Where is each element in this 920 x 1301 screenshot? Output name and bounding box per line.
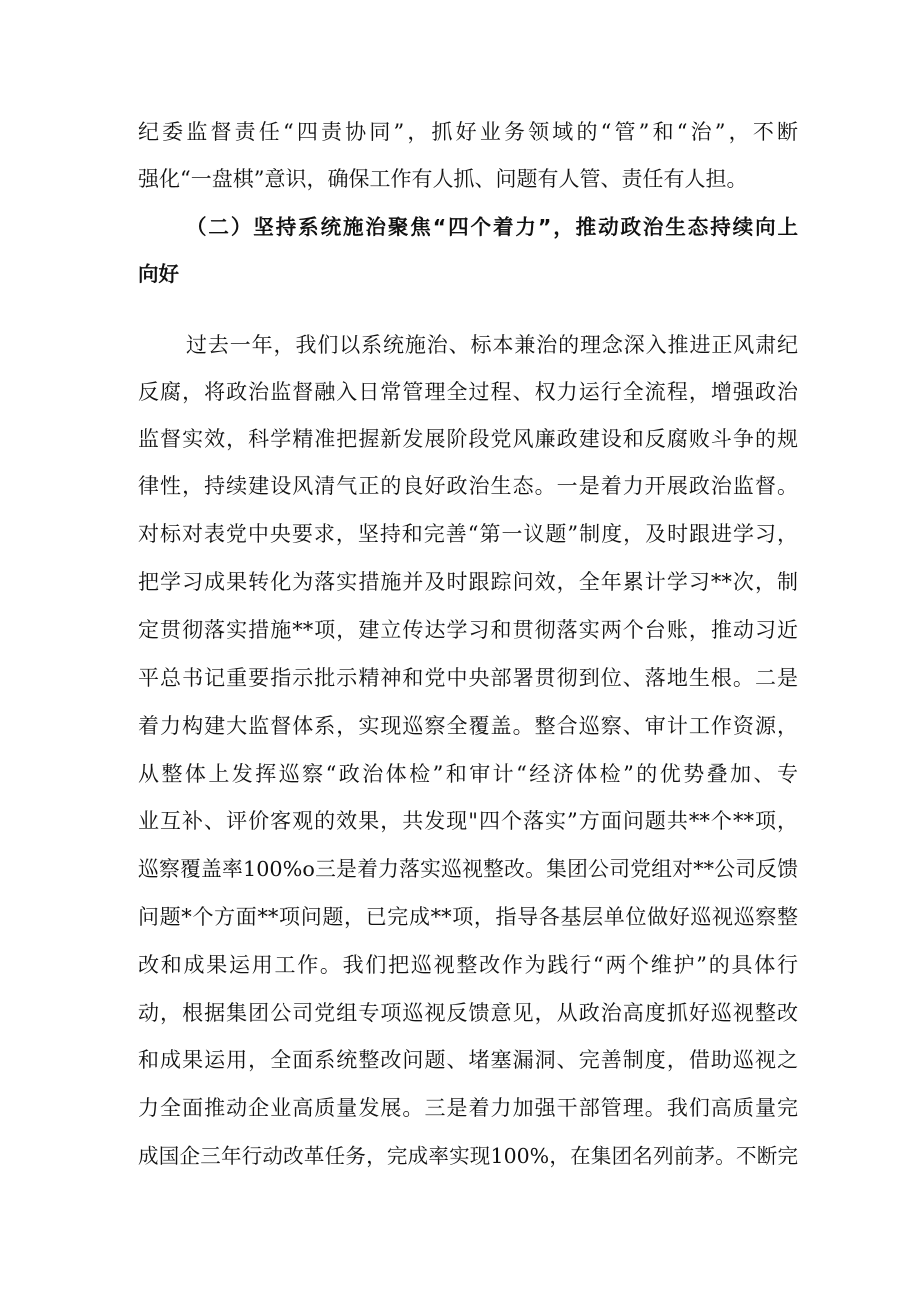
section-heading: （二）坚持系统施治聚焦“四个着力”，推动政治生态持续向上 (186, 215, 798, 239)
paragraph-line: 过去一年，我们以系统施治、标本兼治的理念深入推进正风肃纪 (186, 333, 798, 357)
paragraph-line: 强化“一盘棋”意识，确保工作有人抓、问题有人管、责任有人担。 (138, 167, 748, 191)
paragraph-line: 定贯彻落实措施**项，建立传达学习和贯彻落实两个台账，推动习近 (138, 618, 798, 642)
paragraph-line: 问题*个方面**项问题，已完成**项，指导各基层单位做好巡视巡察整 (138, 905, 798, 929)
paragraph-line: 成国企三年行动改革任务，完成率实现100%，在集团名列前茅。不断完 (138, 1144, 798, 1168)
paragraph-line: 纪委监督责任“四责协同”，抓好业务领域的“管”和“治”，不断 (138, 120, 798, 144)
paragraph-line: 律性，持续建设风清气正的良好政治生态。一是着力开展政治监督。 (138, 474, 798, 498)
paragraph-line: 反腐，将政治监督融入日常管理全过程、权力运行全流程，增强政治 (138, 380, 798, 404)
paragraph-line: 平总书记重要指示批示精神和党中央部署贯彻到位、落地生根。二是 (138, 666, 798, 690)
paragraph-line: 动，根据集团公司党组专项巡视反馈意见，从政治高度抓好巡视整改 (138, 1001, 798, 1025)
paragraph-line: 着力构建大监督体系，实现巡察全覆盖。整合巡察、审计工作资源， (138, 714, 798, 738)
paragraph-line: 力全面推动企业高质量发展。三是着力加强干部管理。我们高质量完 (138, 1096, 798, 1120)
paragraph-line: 对标对表党中央要求，坚持和完善“第一议题”制度，及时跟进学习， (138, 522, 798, 546)
paragraph-line: 监督实效，科学精准把握新发展阶段党风廉政建设和反腐败斗争的规 (138, 427, 798, 451)
paragraph-line: 把学习成果转化为落实措施并及时跟踪问效，全年累计学习**次，制 (138, 570, 798, 594)
paragraph-line: 从整体上发挥巡察“政治体检”和审计“经济体检”的优势叠加、专 (138, 762, 798, 786)
paragraph-line: 业互补、评价客观的效果，共发现"四个落实”方面问题共**个**项， (138, 809, 798, 833)
paragraph-line: 改和成果运用工作。我们把巡视整改作为践行“两个维护”的具体行 (138, 953, 798, 977)
paragraph-line: 巡察覆盖率100%o三是着力落实巡视整改。集团公司党组对**公司反馈 (138, 857, 798, 881)
paragraph-line: 和成果运用，全面系统整改问题、堵塞漏洞、完善制度，借助巡视之 (138, 1048, 798, 1072)
section-heading: 向好 (138, 262, 179, 286)
